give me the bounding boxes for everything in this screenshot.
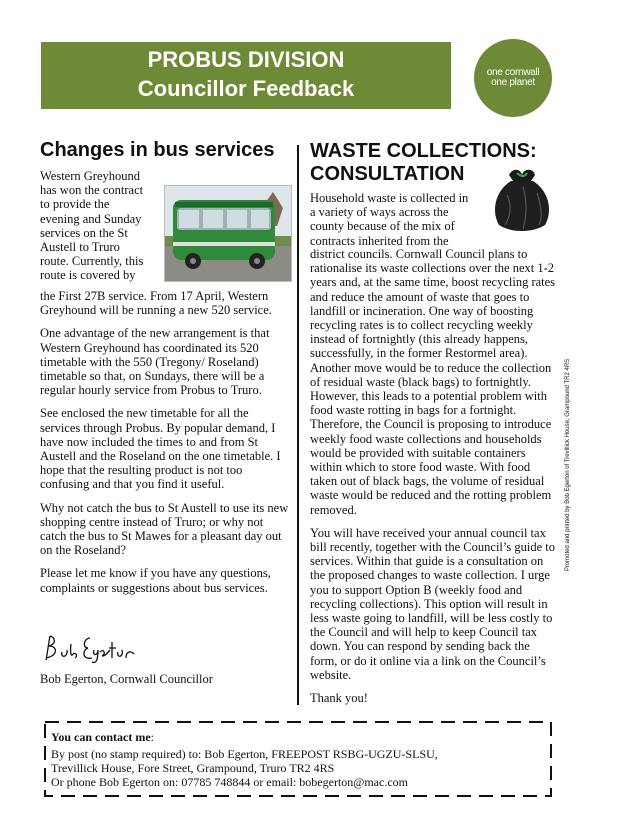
intro-line: Household waste is collected in: [310, 191, 469, 205]
waste-heading-line-1: WASTE COLLECTIONS:: [310, 140, 537, 162]
waste-article-body: [310, 247, 558, 714]
bus-article-body: [40, 289, 290, 604]
signature-image: [40, 630, 140, 666]
contact-title: You can contact me: [51, 730, 151, 744]
contact-title-colon: :: [150, 730, 154, 744]
bus-article-intro: [40, 169, 164, 283]
contact-line: By post (no stamp required) to: Bob Egerton, FREEPOST RSBG-UGZU-SLSU,: [51, 747, 438, 761]
intro-line: route is covered by: [40, 268, 136, 283]
bus-photo: [164, 185, 292, 282]
paragraph: One advantage of the new arrangement is that Western Greyhound has coordinated its 520 timetable with the 550 (Tregony/ Roseland) timetable so that, on Sundays, there will be a regular hourly service from Probus to Truro.: [40, 326, 270, 398]
contact-line: Trevillick House, Fore Street, Grampound, Truro TR2 4RS: [51, 761, 335, 775]
one-cornwall-logo: [474, 39, 552, 117]
waste-heading-line-2: CONSULTATION: [310, 163, 465, 185]
imprint-text: Promoted and printed by Bob Egerton of Trevillick House, Grampound TR2 4RS: [565, 358, 571, 572]
intro-line: evening and Sunday: [40, 211, 142, 226]
imprint-note: [563, 340, 573, 590]
bus-services-heading: Changes in bus services: [40, 139, 275, 161]
banner-title: PROBUS DIVISION: [147, 47, 345, 72]
intro-line: Western Greyhound: [40, 169, 141, 183]
waste-article-intro: [310, 191, 490, 248]
signoff: Bob Egerton, Cornwall Councillor: [40, 672, 213, 686]
paragraph: Why not catch the bus to St Austell to use its new shopping centre instead of Truro; or why not catch the bus to St Mawes for a pleasant day out on the Roseland?: [40, 500, 289, 558]
column-divider: [297, 145, 299, 705]
paragraph: district councils. Cornwall Council plans to rationalise its waste collections over the next 1-2 years and, at the same time, boost recycling rates and reduce the amount of waste that goes to landfill or incineration. One way of boosting recycling rates is to collect recycling weekly instead of fortnightly (this already happens, successfully, in the former Restormel area). Another move would be to reduce the collection of residual waste (black bags) to fortnightly. However, this leads to a potential problem with food waste rotting in bags for a fortnight. Therefore, the Council is proposing to introduce weekly food waste collections and households would be provided with suitable containers within which to store food waste. With food taken out of black bags, the volume of residual waste would be reduced and the rotting problem removed.: [310, 247, 556, 517]
intro-line: has won the contract: [40, 183, 144, 198]
paragraph: You will have received your annual council tax bill recently, together with the Council’s guide to services. Within that guide is a consultation on the proposed changes to waste collection. I urge you to support Option B (weekly food and recycling collections). This option will result in less waste going to landfill, will be less costly to the Council and will help to keep Council tax down. You can respond by sending back the form, or do it online via a link on the Council’s website.: [310, 525, 555, 682]
contact-line: Or phone Bob Egerton on: 07785 748844 or email: bobegerton@mac.com: [51, 775, 408, 789]
paragraph: See enclosed the new timetable for all the services through Probus. By popular demand, I have now included the times to and from St Austell and the Roseland on the one timetable. I hope that the resulting product is not too confusing and that you find it useful.: [40, 406, 281, 492]
header-banner: [41, 42, 451, 109]
logo-line-1: one cornwall: [486, 67, 540, 78]
intro-line: services on the St: [40, 225, 128, 240]
intro-line: county because of the mix of: [310, 219, 455, 234]
intro-line: Austell to Truro: [40, 240, 120, 255]
paragraph: Please let me know if you have any questions, complaints or suggestions about bus services.: [40, 566, 271, 595]
intro-line: to provide the: [40, 197, 110, 212]
intro-line: a variety of ways across the: [310, 205, 449, 220]
logo-line-2: one planet: [491, 77, 535, 88]
banner-subtitle: Councillor Feedback: [137, 76, 355, 101]
bin-bag-image: [487, 165, 557, 233]
paragraph: the First 27B service. From 17 April, Western Greyhound will be running a new 520 service.: [40, 289, 272, 318]
paragraph: Thank you!: [310, 691, 368, 706]
contact-box: [44, 721, 552, 797]
intro-line: route. Currently, this: [40, 254, 144, 269]
intro-line: contracts inherited from the: [310, 233, 449, 248]
